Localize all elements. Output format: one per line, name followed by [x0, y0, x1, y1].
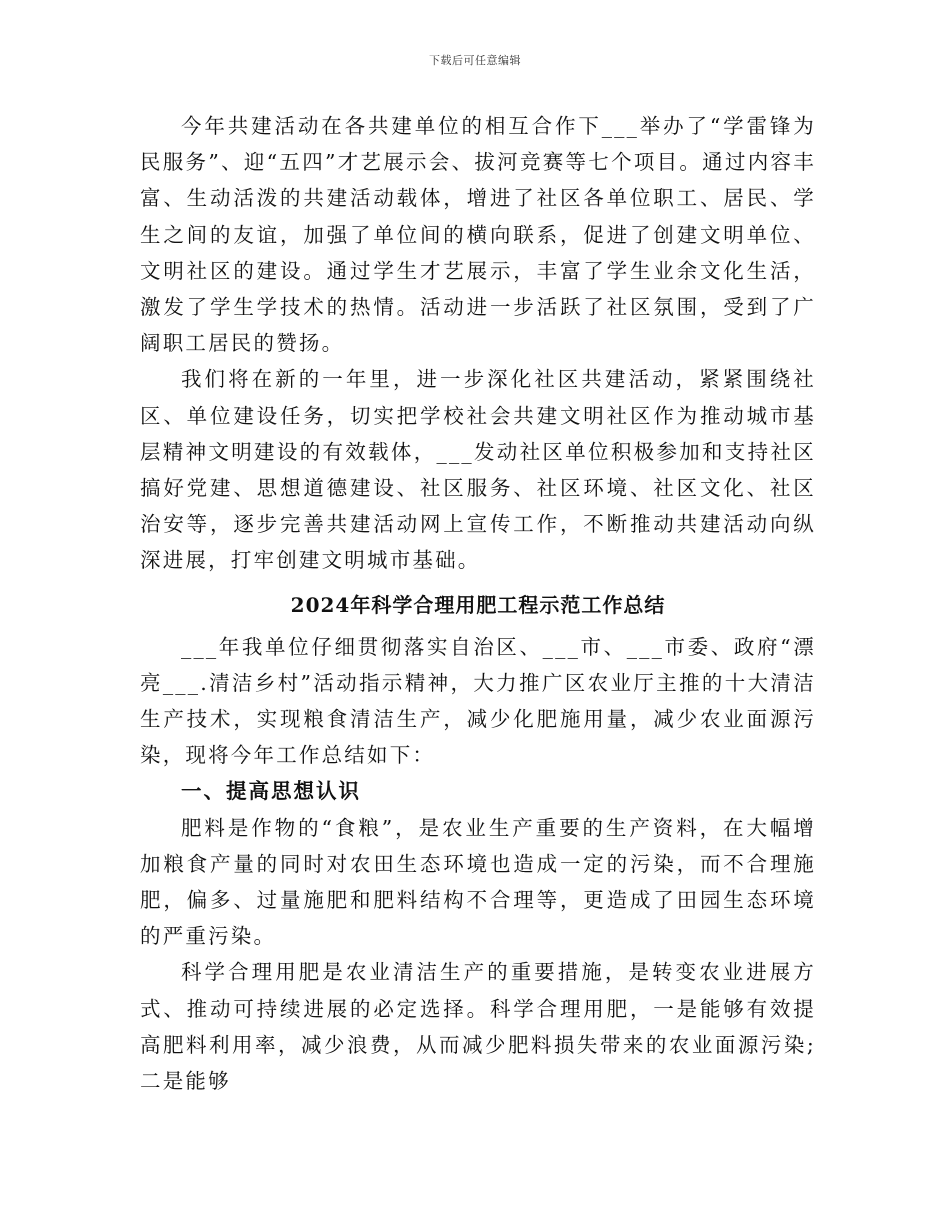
paragraph: 肥料是作物的“食粮”，是农业生产重要的生产资料，在大幅增加粮食产量的同时对农田生态环境也造成一定的污染，而不合理施肥，偏多、过量施肥和肥料结构不合理等，更造成了田园生态环境的严重污染。 — [140, 815, 816, 949]
paragraph: 科学合理用肥是农业清洁生产的重要措施，是转变农业进展方式、推动可持续进展的必定选择。科学合理用肥，一是能够有效提高肥料利用率，减少浪费，从而减少肥料损失带来的农业面源污染;二是能够 — [140, 960, 816, 1094]
intro-paragraph: ___年我单位仔细贯彻落实自治区、___市、___市委、政府“漂亮___.清洁乡村”活动指示精神，大力推广区农业厅主推的十大清洁生产技术，实现粮食清洁生产，减少化肥施用量，减少农业面源污染，现将今年工作总结如下： — [140, 634, 816, 768]
section-heading: 一、提高思想认识 — [181, 779, 361, 804]
paragraph: 今年共建活动在各共建单位的相互合作下___举办了“学雷锋为民服务”、迎“五四”才艺展示会、拔河竞赛等七个项目。通过内容丰富、生动活泼的共建活动载体，增进了社区各单位职工、居民、学生之间的友谊，加强了单位间的横向联系，促进了创建文明单位、文明社区的建设。通过学生才艺展示，丰富了学生业余文化生活，激发了学生学技术的热情。活动进一步活跃了社区氛围，受到了广阔职工居民的赞扬。 — [140, 114, 816, 356]
page-header: 下载后可任意编辑 — [429, 54, 521, 67]
paragraph: 我们将在新的一年里，进一步深化社区共建活动，紧紧围绕社区、单位建设任务，切实把学校社会共建文明社区作为推动城市基层精神文明建设的有效载体，___发动社区单位积极参加和支持社区搞好党建、思想道德建设、社区服务、社区环境、社区文化、社区治安等，逐步完善共建活动网上宣传工作，不断推动共建活动向纵深进展，打牢创建文明城市基础。 — [140, 367, 816, 573]
section-title: 2024年科学合理用肥工程示范工作总结 — [290, 592, 666, 617]
document-body — [140, 108, 816, 1099]
